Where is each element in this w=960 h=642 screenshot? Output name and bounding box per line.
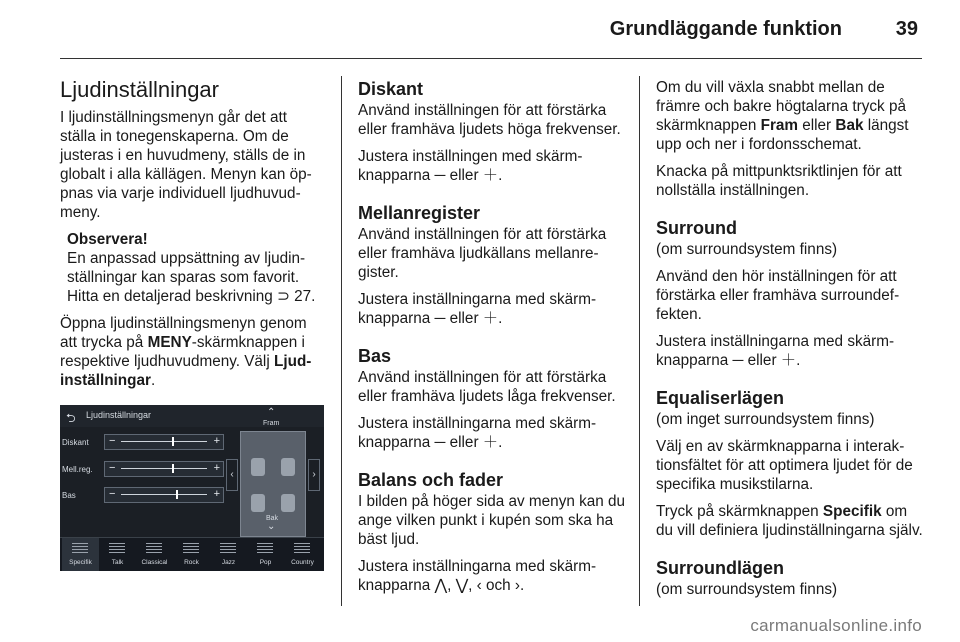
row-label-bas: Bas — [62, 491, 76, 500]
reset-paragraph: Knacka på mittpunktsriktlinjen för att nollställa inställningen. — [656, 163, 902, 199]
mellanregister-paragraph-1: Använd inställningen för att förstärka eller framhäva ljudkällans mellanregister. — [358, 226, 607, 281]
slider-track — [121, 468, 207, 469]
balans-paragraph-1: I bilden på höger sida av menyn kan du ange vilken punkt i kupén som ska ha bäst ljud. — [358, 493, 626, 548]
section-heading-ljudinstallningar: Ljudinställningar — [60, 77, 219, 102]
minus-icon[interactable]: − — [109, 462, 116, 474]
seat-front-right — [281, 458, 295, 476]
screen-title: Ljudinställningar — [86, 410, 152, 420]
equalizer-icon — [183, 543, 199, 553]
section-heading-diskant: Diskant — [358, 79, 424, 99]
seat-rear-left — [251, 494, 265, 512]
section-heading-balans-fader: Balans och fader — [358, 470, 504, 490]
slider-knob[interactable] — [172, 437, 174, 446]
slider-diskant[interactable] — [104, 434, 224, 450]
equaliser-condition: (om inget surroundsystem finns) — [656, 411, 875, 428]
equalizer-icon — [220, 543, 236, 553]
watermark: carmanualsonline.info — [750, 616, 922, 635]
rear-button-label[interactable]: Bak — [266, 515, 279, 522]
ljudinstallningar-key: Ljudinställningar — [60, 353, 312, 389]
row-label-mellreg: Mell.reg. — [62, 465, 93, 474]
fram-bak-paragraph: Om du vill växla snabbt mellan de främre och bakre högtalarna tryck på skärmknappen Fram eller Bak längst upp och ner i fordonsschemat. — [656, 79, 909, 153]
balance-right-button[interactable]: › — [308, 459, 320, 491]
column-3 — [656, 78, 924, 607]
preset-jazz[interactable]: Jazz — [210, 538, 247, 571]
plus-icon[interactable]: + — [213, 435, 220, 447]
specifik-key: Specifik — [822, 503, 882, 520]
preset-specifik[interactable]: Specifik — [62, 538, 99, 571]
equalizer-icon — [294, 543, 310, 553]
equalizer-preset-bar — [60, 537, 324, 571]
equalizer-icon — [109, 543, 125, 553]
meny-key: MENY — [147, 334, 192, 351]
section-heading-bas: Bas — [358, 346, 392, 366]
section-heading-surroundlagen: Surroundlägen — [656, 558, 785, 578]
section-heading-mellanregister: Mellanregister — [358, 203, 481, 223]
screen-topbar — [60, 405, 324, 427]
note-page-ref[interactable]: 27. — [294, 288, 316, 305]
front-button-label[interactable]: Fram — [263, 420, 280, 427]
surroundlagen-condition: (om surroundsystem finns) — [656, 581, 838, 598]
minus-icon[interactable]: − — [109, 488, 116, 500]
slider-bas[interactable] — [104, 487, 224, 503]
equalizer-icon — [257, 543, 273, 553]
header-rule — [60, 58, 922, 59]
surround-paragraph-1: Använd den hör inställningen för att förstärka eller framhäva surroundeffekten. — [656, 268, 900, 323]
preset-rock[interactable]: Rock — [173, 538, 210, 571]
open-menu-paragraph: Öppna ljudinställningsmenyn genom att trycka på MENY-skärmknappen i respektive ljudhuvudmeny. Välj Ljudinställningar. — [60, 315, 312, 389]
equalizer-icon — [72, 543, 88, 553]
equaliser-paragraph-1: Välj en av skärmknapparna i interaktionsfältet för att optimera ljudet för de specifika musikstilarna. — [656, 438, 913, 493]
diskant-paragraph-2: Justera inställningen med skärmknapparna ─ eller ＋. — [358, 148, 583, 184]
slider-knob[interactable] — [172, 464, 174, 473]
surround-paragraph-2: Justera inställningarna med skärmknapparna ─ eller ＋. — [656, 333, 895, 369]
intro-paragraph: I ljudinställningsmenyn går det att ställa in tonegenskaperna. Om de justeras i en huvudmeny, ställs de in globalt i alla källägen. Menyn kan öppnas via varje individuell ljudhuvudmeny. — [60, 109, 312, 221]
seat-rear-right — [281, 494, 295, 512]
bas-paragraph-2: Justera inställningarna med skärmknapparna ─ eller ＋. — [358, 415, 597, 451]
plus-icon[interactable]: + — [213, 462, 220, 474]
slider-mellreg[interactable] — [104, 461, 224, 477]
column-2 — [358, 78, 626, 603]
slider-track — [121, 494, 207, 495]
chevron-down-icon[interactable]: ⌄ — [267, 521, 276, 532]
preset-pop[interactable]: Pop — [247, 538, 284, 571]
note-title: Observera! — [67, 231, 148, 248]
balance-left-button[interactable]: ‹ — [226, 459, 238, 491]
equaliser-paragraph-2: Tryck på skärmknappen Specifik om du vill definiera ljudinställningarna själv. — [656, 503, 923, 539]
row-label-diskant: Diskant — [62, 438, 89, 447]
diskant-paragraph-1: Använd inställningen för att förstärka eller framhäva ljudets höga frekvenser. — [358, 102, 621, 138]
balans-paragraph-2: Justera inställningarna med skärmknapparna ⋀, ⋁, ‹ och ›. — [358, 558, 597, 594]
section-heading-equaliserlagen: Equaliserlägen — [656, 388, 785, 408]
slider-knob[interactable] — [176, 490, 178, 499]
page-number: 39 — [895, 18, 918, 40]
page-ref-icon: ⊃ — [277, 288, 290, 305]
sound-settings-screenshot — [60, 405, 324, 571]
column-divider-2 — [639, 76, 640, 606]
preset-country[interactable]: Country — [284, 538, 321, 571]
running-header-title: Grundläggande funktion — [609, 18, 842, 40]
mellanregister-paragraph-2: Justera inställningarna med skärmknapparna ─ eller ＋. — [358, 291, 597, 327]
minus-icon[interactable]: − — [109, 435, 116, 447]
surround-condition: (om surroundsystem finns) — [656, 241, 838, 258]
column-1 — [60, 68, 326, 398]
bak-key: Bak — [835, 117, 864, 134]
bas-paragraph-1: Använd inställningen för att förstärka eller framhäva ljudets låga frekvenser. — [358, 369, 616, 405]
seat-front-left — [251, 458, 265, 476]
fram-key: Fram — [760, 117, 798, 134]
plus-icon[interactable]: + — [213, 488, 220, 500]
preset-talk[interactable]: Talk — [99, 538, 136, 571]
column-divider-1 — [341, 76, 342, 606]
slider-track — [121, 441, 207, 442]
chevron-up-icon[interactable]: ⌃ — [267, 407, 276, 418]
note-text: En anpassad uppsättning av ljudinställningar kan sparas som favorit. Hitta en detaljerad beskrivning ⊃ 27. — [67, 250, 316, 305]
preset-classical[interactable]: Classical — [136, 538, 173, 571]
note-box — [67, 230, 326, 306]
section-heading-surround: Surround — [656, 218, 737, 238]
equalizer-icon — [146, 543, 162, 553]
back-arrow-icon[interactable]: ⮌ — [66, 411, 76, 425]
